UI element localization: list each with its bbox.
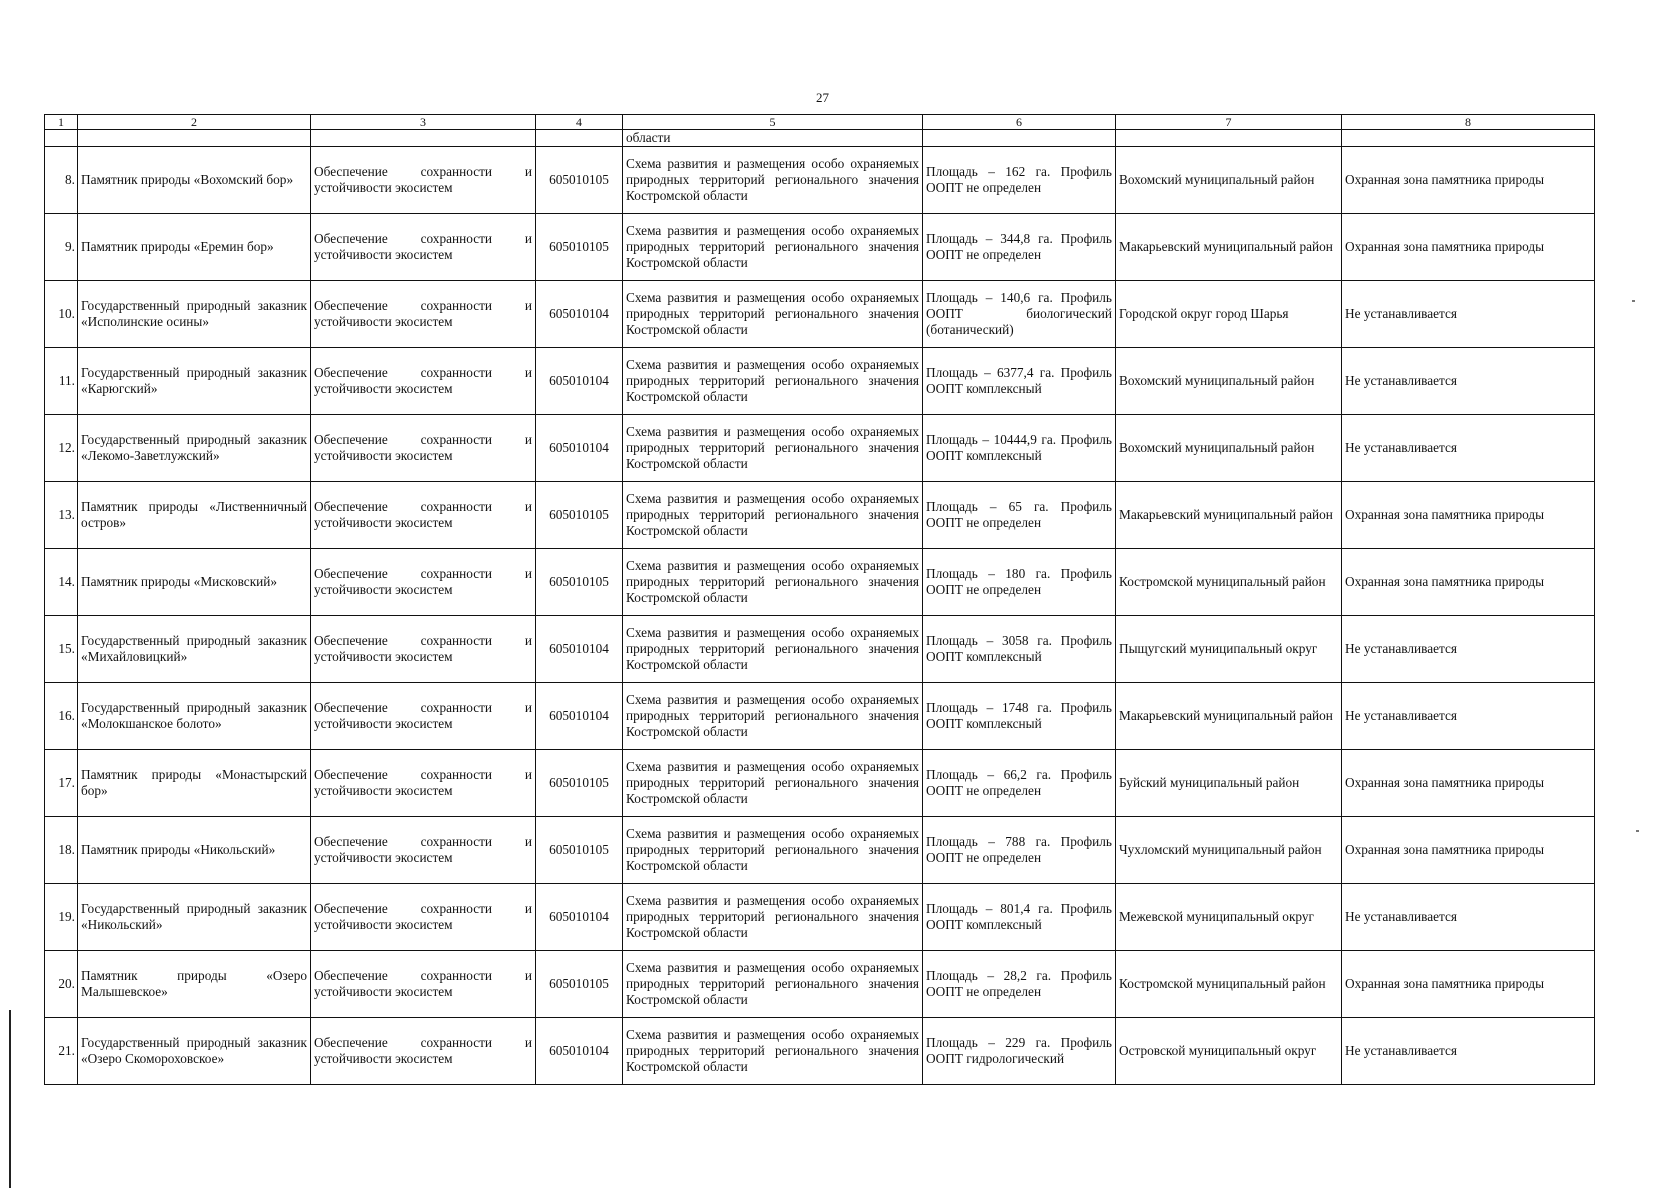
zone-cell: Не устанавливается xyxy=(1342,281,1595,348)
purpose-cell: Обеспечение сохранности и устойчивости экосистем xyxy=(311,951,536,1018)
table-row xyxy=(45,415,1595,482)
continuation-cell xyxy=(311,130,536,147)
purpose-cell: Обеспечение сохранности и устойчивости экосистем xyxy=(311,415,536,482)
document-cell: Схема развития и размещения особо охраняемых природных территорий регионального значения Костромской области xyxy=(623,147,923,214)
page-number: 27 xyxy=(816,90,829,105)
object-name: Государственный природный заказник «Озеро Скомороховское» xyxy=(78,1018,311,1085)
location-cell: Макарьевский муниципальный район xyxy=(1116,214,1342,281)
location-cell: Костромской муниципальный район xyxy=(1116,951,1342,1018)
row-number: 15. xyxy=(45,616,78,683)
column-number-row xyxy=(45,115,1595,130)
column-header: 7 xyxy=(1116,115,1342,130)
table-row xyxy=(45,482,1595,549)
table-row xyxy=(45,147,1595,214)
continuation-cell xyxy=(1116,130,1342,147)
location-cell: Костромской муниципальный район xyxy=(1116,549,1342,616)
row-number: 10. xyxy=(45,281,78,348)
purpose-cell: Обеспечение сохранности и устойчивости экосистем xyxy=(311,281,536,348)
document-cell: Схема развития и размещения особо охраняемых природных территорий регионального значения Костромской области xyxy=(623,750,923,817)
purpose-cell: Обеспечение сохранности и устойчивости экосистем xyxy=(311,817,536,884)
document-cell: Схема развития и размещения особо охраняемых природных территорий регионального значения Костромской области xyxy=(623,415,923,482)
purpose-cell: Обеспечение сохранности и устойчивости экосистем xyxy=(311,214,536,281)
column-header: 1 xyxy=(45,115,78,130)
object-name: Государственный природный заказник «Карюгский» xyxy=(78,348,311,415)
object-name: Государственный природный заказник «Исполинские осины» xyxy=(78,281,311,348)
characteristics-cell: Площадь – 3058 га. Профиль ООПТ комплексный xyxy=(923,616,1116,683)
column-header: 8 xyxy=(1342,115,1595,130)
location-cell: Межевской муниципальный округ xyxy=(1116,884,1342,951)
object-name: Памятник природы «Еремин бор» xyxy=(78,214,311,281)
table-row xyxy=(45,683,1595,750)
characteristics-cell: Площадь – 10444,9 га. Профиль ООПТ комплексный xyxy=(923,415,1116,482)
purpose-cell: Обеспечение сохранности и устойчивости экосистем xyxy=(311,616,536,683)
column-header: 6 xyxy=(923,115,1116,130)
scan-speck xyxy=(1636,830,1639,832)
column-header: 4 xyxy=(536,115,623,130)
row-number: 9. xyxy=(45,214,78,281)
code-cell: 605010105 xyxy=(536,817,623,884)
zone-cell: Не устанавливается xyxy=(1342,884,1595,951)
code-cell: 605010105 xyxy=(536,750,623,817)
zone-cell: Охранная зона памятника природы xyxy=(1342,482,1595,549)
document-cell: Схема развития и размещения особо охраняемых природных территорий регионального значения Костромской области xyxy=(623,281,923,348)
document-cell: Схема развития и размещения особо охраняемых природных территорий регионального значения Костромской области xyxy=(623,482,923,549)
zone-cell: Охранная зона памятника природы xyxy=(1342,549,1595,616)
purpose-cell: Обеспечение сохранности и устойчивости экосистем xyxy=(311,348,536,415)
zone-cell: Охранная зона памятника природы xyxy=(1342,214,1595,281)
object-name: Памятник природы «Озеро Малышевское» xyxy=(78,951,311,1018)
location-cell: Городской округ город Шарья xyxy=(1116,281,1342,348)
object-name: Государственный природный заказник «Никольский» xyxy=(78,884,311,951)
code-cell: 605010104 xyxy=(536,348,623,415)
table-row xyxy=(45,281,1595,348)
table-row xyxy=(45,348,1595,415)
characteristics-cell: Площадь – 180 га. Профиль ООПТ не определен xyxy=(923,549,1116,616)
code-cell: 605010104 xyxy=(536,281,623,348)
zone-cell: Охранная зона памятника природы xyxy=(1342,817,1595,884)
table-row xyxy=(45,549,1595,616)
location-cell: Вохомский муниципальный район xyxy=(1116,415,1342,482)
scan-edge-mark xyxy=(9,1010,11,1188)
table-row xyxy=(45,817,1595,884)
object-name: Памятник природы «Лиственничный остров» xyxy=(78,482,311,549)
scan-speck xyxy=(1632,300,1635,302)
object-name: Памятник природы «Никольский» xyxy=(78,817,311,884)
row-number: 8. xyxy=(45,147,78,214)
object-name: Памятник природы «Вохомский бор» xyxy=(78,147,311,214)
purpose-cell: Обеспечение сохранности и устойчивости экосистем xyxy=(311,482,536,549)
purpose-cell: Обеспечение сохранности и устойчивости экосистем xyxy=(311,750,536,817)
row-number: 20. xyxy=(45,951,78,1018)
code-cell: 605010104 xyxy=(536,884,623,951)
code-cell: 605010104 xyxy=(536,1018,623,1085)
zone-cell: Не устанавливается xyxy=(1342,415,1595,482)
purpose-cell: Обеспечение сохранности и устойчивости экосистем xyxy=(311,683,536,750)
document-cell: Схема развития и размещения особо охраняемых природных территорий регионального значения Костромской области xyxy=(623,214,923,281)
table-row xyxy=(45,616,1595,683)
row-number: 13. xyxy=(45,482,78,549)
continuation-cell xyxy=(1342,130,1595,147)
protected-areas-table xyxy=(44,114,1595,1085)
code-cell: 605010104 xyxy=(536,415,623,482)
object-name: Государственный природный заказник «Молокшанское болото» xyxy=(78,683,311,750)
characteristics-cell: Площадь – 66,2 га. Профиль ООПТ не определен xyxy=(923,750,1116,817)
table-row xyxy=(45,884,1595,951)
zone-cell: Не устанавливается xyxy=(1342,616,1595,683)
characteristics-cell: Площадь – 788 га. Профиль ООПТ не определен xyxy=(923,817,1116,884)
zone-cell: Не устанавливается xyxy=(1342,683,1595,750)
code-cell: 605010105 xyxy=(536,482,623,549)
code-cell: 605010104 xyxy=(536,683,623,750)
column-header: 5 xyxy=(623,115,923,130)
characteristics-cell: Площадь – 6377,4 га. Профиль ООПТ комплексный xyxy=(923,348,1116,415)
purpose-cell: Обеспечение сохранности и устойчивости экосистем xyxy=(311,1018,536,1085)
continuation-row xyxy=(45,130,1595,147)
continuation-cell xyxy=(923,130,1116,147)
object-name: Государственный природный заказник «Михайловицкий» xyxy=(78,616,311,683)
characteristics-cell: Площадь – 140,6 га. Профиль ООПТ биологический (ботанический) xyxy=(923,281,1116,348)
continuation-cell xyxy=(78,130,311,147)
document-cell: Схема развития и размещения особо охраняемых природных территорий регионального значения Костромской области xyxy=(623,817,923,884)
location-cell: Буйский муниципальный район xyxy=(1116,750,1342,817)
location-cell: Макарьевский муниципальный район xyxy=(1116,683,1342,750)
code-cell: 605010105 xyxy=(536,951,623,1018)
row-number: 17. xyxy=(45,750,78,817)
document-cell: Схема развития и размещения особо охраняемых природных территорий регионального значения Костромской области xyxy=(623,951,923,1018)
row-number: 12. xyxy=(45,415,78,482)
row-number: 11. xyxy=(45,348,78,415)
purpose-cell: Обеспечение сохранности и устойчивости экосистем xyxy=(311,147,536,214)
continuation-cell xyxy=(45,130,78,147)
row-number: 16. xyxy=(45,683,78,750)
row-number: 19. xyxy=(45,884,78,951)
location-cell: Макарьевский муниципальный район xyxy=(1116,482,1342,549)
code-cell: 605010105 xyxy=(536,549,623,616)
code-cell: 605010105 xyxy=(536,214,623,281)
row-number: 14. xyxy=(45,549,78,616)
location-cell: Вохомский муниципальный район xyxy=(1116,147,1342,214)
document-cell: Схема развития и размещения особо охраняемых природных территорий регионального значения Костромской области xyxy=(623,1018,923,1085)
row-number: 21. xyxy=(45,1018,78,1085)
zone-cell: Охранная зона памятника природы xyxy=(1342,147,1595,214)
table-row xyxy=(45,951,1595,1018)
object-name: Государственный природный заказник «Лекомо-Заветлужский» xyxy=(78,415,311,482)
table-row xyxy=(45,1018,1595,1085)
location-cell: Чухломский муниципальный район xyxy=(1116,817,1342,884)
purpose-cell: Обеспечение сохранности и устойчивости экосистем xyxy=(311,884,536,951)
zone-cell: Не устанавливается xyxy=(1342,348,1595,415)
zone-cell: Охранная зона памятника природы xyxy=(1342,951,1595,1018)
continuation-cell xyxy=(536,130,623,147)
characteristics-cell: Площадь – 1748 га. Профиль ООПТ комплексный xyxy=(923,683,1116,750)
location-cell: Вохомский муниципальный район xyxy=(1116,348,1342,415)
characteristics-cell: Площадь – 28,2 га. Профиль ООПТ не определен xyxy=(923,951,1116,1018)
document-cell: Схема развития и размещения особо охраняемых природных территорий регионального значения Костромской области xyxy=(623,549,923,616)
characteristics-cell: Площадь – 801,4 га. Профиль ООПТ комплексный xyxy=(923,884,1116,951)
table-row xyxy=(45,750,1595,817)
object-name: Памятник природы «Мисковский» xyxy=(78,549,311,616)
location-cell: Островской муниципальный округ xyxy=(1116,1018,1342,1085)
code-cell: 605010105 xyxy=(536,147,623,214)
purpose-cell: Обеспечение сохранности и устойчивости экосистем xyxy=(311,549,536,616)
characteristics-cell: Площадь – 344,8 га. Профиль ООПТ не определен xyxy=(923,214,1116,281)
characteristics-cell: Площадь – 162 га. Профиль ООПТ не определен xyxy=(923,147,1116,214)
continuation-cell: области xyxy=(623,130,923,147)
document-cell: Схема развития и размещения особо охраняемых природных территорий регионального значения Костромской области xyxy=(623,884,923,951)
characteristics-cell: Площадь – 229 га. Профиль ООПТ гидрологический xyxy=(923,1018,1116,1085)
row-number: 18. xyxy=(45,817,78,884)
document-cell: Схема развития и размещения особо охраняемых природных территорий регионального значения Костромской области xyxy=(623,616,923,683)
zone-cell: Не устанавливается xyxy=(1342,1018,1595,1085)
object-name: Памятник природы «Монастырский бор» xyxy=(78,750,311,817)
characteristics-cell: Площадь – 65 га. Профиль ООПТ не определен xyxy=(923,482,1116,549)
code-cell: 605010104 xyxy=(536,616,623,683)
location-cell: Пыщугский муниципальный округ xyxy=(1116,616,1342,683)
document-cell: Схема развития и размещения особо охраняемых природных территорий регионального значения Костромской области xyxy=(623,683,923,750)
zone-cell: Охранная зона памятника природы xyxy=(1342,750,1595,817)
document-cell: Схема развития и размещения особо охраняемых природных территорий регионального значения Костромской области xyxy=(623,348,923,415)
column-header: 2 xyxy=(78,115,311,130)
column-header: 3 xyxy=(311,115,536,130)
table-row xyxy=(45,214,1595,281)
